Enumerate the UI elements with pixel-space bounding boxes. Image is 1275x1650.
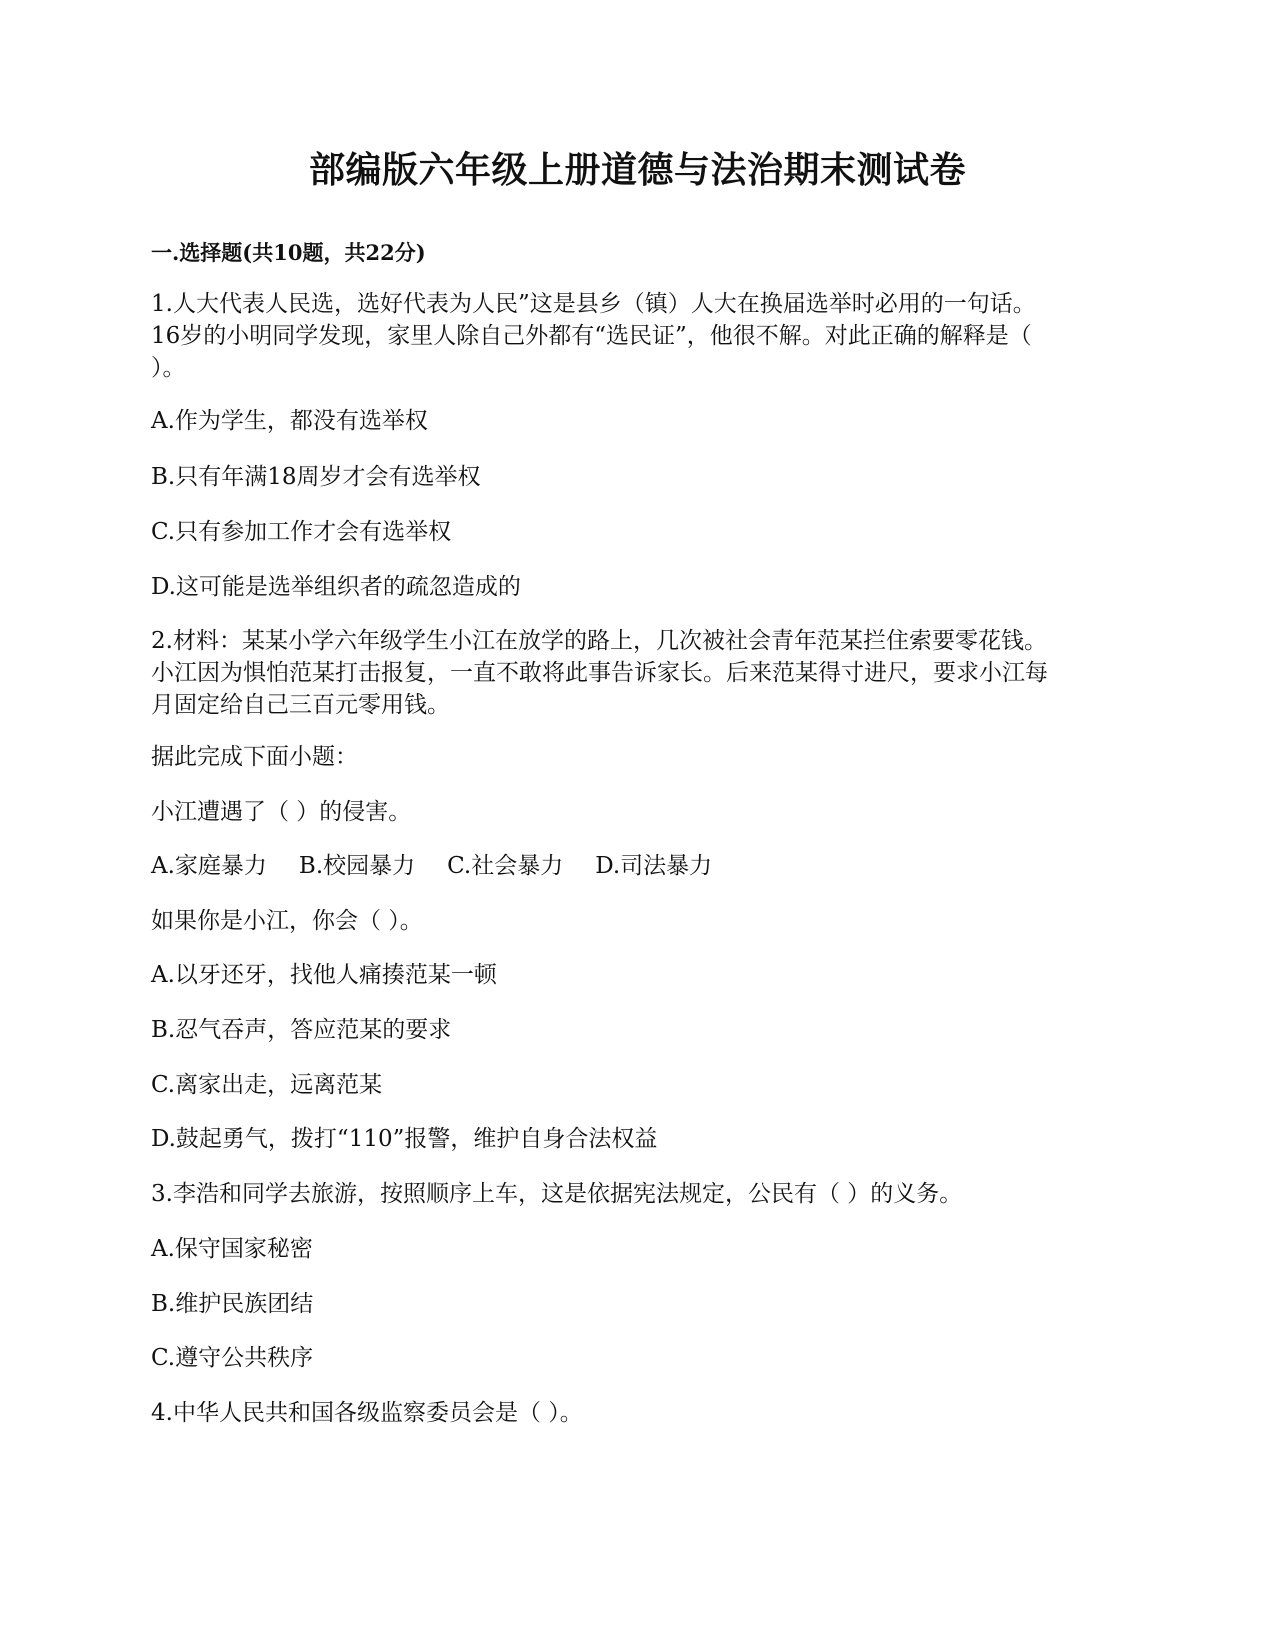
q2-sub1-question: 小江遭遇了（ ）的侵害。 xyxy=(151,799,412,825)
page-title: 部编版六年级上册道德与法治期末测试卷 xyxy=(308,149,966,191)
q1-line-3: ）。 xyxy=(151,355,186,381)
q2-sub2-question: 如果你是小江，你会（ ）。 xyxy=(151,908,423,934)
q2-sub1-option-c: C.社会暴力 xyxy=(447,853,564,879)
q2-sub2-option-c: C.离家出走，远离范某 xyxy=(151,1072,383,1098)
q2-sub2-option-b: B.忍气吞声，答应范某的要求 xyxy=(151,1017,452,1043)
q1-option-a: A.作为学生，都没有选举权 xyxy=(151,408,428,434)
q3-option-a: A.保守国家秘密 xyxy=(151,1236,313,1262)
q3-question: 3.李浩和同学去旅游，按照顺序上车，这是依据宪法规定，公民有（ ）的义务。 xyxy=(151,1181,963,1207)
q3-option-c: C.遵守公共秩序 xyxy=(151,1345,314,1371)
q2-line-3: 月固定给自己三百元零用钱。 xyxy=(151,692,450,718)
q1-option-d: D.这可能是选举组织者的疏忽造成的 xyxy=(151,574,521,600)
section-heading: 一.选择题(共10题，共22分) xyxy=(151,240,426,265)
q3-option-b: B.维护民族团结 xyxy=(151,1291,314,1317)
q1-option-c: C.只有参加工作才会有选举权 xyxy=(151,519,452,545)
q2-line-2: 小江因为惧怕范某打击报复，一直不敢将此事告诉家长。后来范某得寸进尺，要求小江每 xyxy=(151,660,1048,686)
q2-instruction: 据此完成下面小题： xyxy=(151,744,358,770)
q2-sub2-option-d: D.鼓起勇气，拨打“110”报警，维护自身合法权益 xyxy=(151,1126,658,1152)
q1-line-1: 1.人大代表人民选，选好代表为人民”这是县乡（镇）人大在换届选举时必用的一句话。 xyxy=(151,291,1036,317)
q2-line-1: 2.材料：某某小学六年级学生小江在放学的路上，几次被社会青年范某拦住索要零花钱。 xyxy=(151,628,1047,654)
q2-sub2-option-a: A.以牙还牙，找他人痛揍范某一顿 xyxy=(151,962,497,988)
q2-sub1-options xyxy=(151,850,1136,882)
q2-sub1-option-d: D.司法暴力 xyxy=(595,853,713,879)
q1-line-2: 16岁的小明同学发现，家里人除自己外都有“选民证”，他很不解。对此正确的解释是（ xyxy=(151,323,1032,349)
q2-sub1-option-a: A.家庭暴力 xyxy=(151,853,267,879)
q1-option-b: B.只有年满18周岁才会有选举权 xyxy=(151,464,481,490)
q4-question: 4.中华人民共和国各级监察委员会是（ ）。 xyxy=(151,1400,583,1426)
q2-sub1-option-b: B.校园暴力 xyxy=(298,853,416,879)
